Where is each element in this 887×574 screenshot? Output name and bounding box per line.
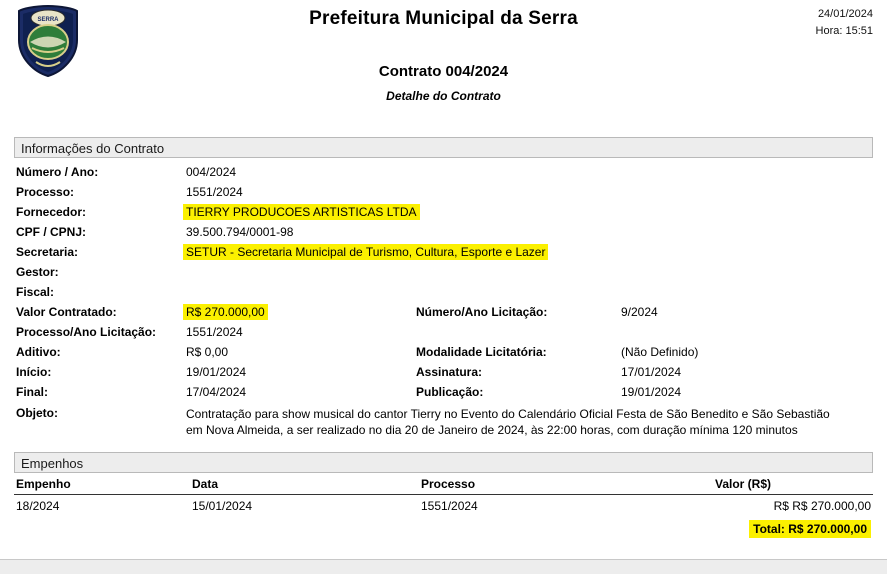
value-publicacao: 19/01/2024 [621, 385, 682, 399]
value-modalidade-licitatoria: (Não Definido) [621, 345, 699, 359]
header-time: Hora: 15:51 [815, 25, 873, 37]
table-header-row [14, 473, 873, 495]
label-numero-ano: Número / Ano: [16, 165, 99, 179]
label-inicio: Início: [16, 365, 52, 379]
label-aditivo: Aditivo: [16, 345, 61, 359]
contract-info-grid [14, 165, 873, 438]
document-header [0, 0, 887, 118]
footer-band [0, 559, 887, 574]
value-numero-ano: 004/2024 [186, 165, 237, 179]
label-modalidade-licitatoria: Modalidade Licitatória: [416, 345, 547, 359]
value-final: 17/04/2024 [186, 385, 247, 399]
value-cpf-cnpj: 39.500.794/0001-98 [186, 225, 294, 239]
value-numero-ano-licitacao: 9/2024 [621, 305, 658, 319]
value-processo-ano-licitacao: 1551/2024 [186, 325, 243, 339]
column-header-empenho: Empenho [14, 473, 190, 495]
total-value: Total: R$ 270.000,00 [749, 520, 871, 538]
table-total-row [14, 516, 873, 539]
cell-valor: R$ R$ 270.000,00 [773, 499, 871, 513]
label-processo: Processo: [16, 185, 75, 199]
column-header-data: Data [190, 473, 419, 495]
label-publicacao: Publicação: [416, 385, 484, 399]
value-secretaria: SETUR - Secretaria Municipal de Turismo, Cultura, Esporte e Lazer [183, 244, 548, 260]
value-processo: 1551/2024 [186, 185, 243, 199]
label-final: Final: [16, 385, 48, 399]
header-date: 24/01/2024 [817, 8, 873, 20]
contract-number-title: Contrato 004/2024 [378, 63, 509, 80]
label-cpf-cnpj: CPF / CPNJ: [16, 225, 87, 239]
total-cell [14, 516, 873, 539]
cell-empenho: 18/2024 [16, 499, 60, 513]
table-row [14, 495, 873, 517]
label-numero-ano-licitacao: Número/Ano Licitação: [416, 305, 548, 319]
field-row-fornecedor [14, 205, 873, 225]
empenhos-table [14, 473, 873, 539]
field-row-aditivo [14, 345, 873, 365]
field-row-processo [14, 185, 873, 205]
column-header-valor: Valor (R$) [713, 473, 873, 495]
value-inicio: 19/01/2024 [186, 365, 247, 379]
label-fornecedor: Fornecedor: [16, 205, 87, 219]
field-row-valor-contratado [14, 305, 873, 325]
cell-processo: 1551/2024 [421, 499, 478, 513]
value-valor-contratado: R$ 270.000,00 [183, 304, 268, 320]
column-header-processo: Processo [419, 473, 713, 495]
value-aditivo: R$ 0,00 [186, 345, 229, 359]
label-secretaria: Secretaria: [16, 245, 79, 259]
label-gestor: Gestor: [16, 265, 59, 279]
contract-subtitle: Detalhe do Contrato [386, 89, 501, 103]
field-row-numero-ano [14, 165, 873, 185]
field-row-fiscal [14, 285, 873, 305]
header-datetime [816, 6, 873, 40]
section-header-empenhos: Empenhos [14, 452, 873, 473]
label-assinatura: Assinatura: [416, 365, 483, 379]
field-row-objeto [14, 406, 873, 438]
value-secretaria-wrap [186, 245, 873, 259]
value-fornecedor: TIERRY PRODUCOES ARTISTICAS LTDA [183, 204, 420, 220]
label-objeto: Objeto: [16, 406, 58, 420]
field-row-inicio [14, 365, 873, 385]
label-valor-contratado: Valor Contratado: [16, 305, 117, 319]
svg-text:SERRA: SERRA [37, 17, 59, 23]
value-valor-contratado-wrap [186, 305, 416, 319]
field-row-secretaria [14, 245, 873, 265]
cell-data: 15/01/2024 [192, 499, 253, 513]
value-objeto: Contratação para show musical do cantor Tierry no Evento do Calendário Oficial Festa de São Benedito e São Sebastião em Nova Almeida, a ser realizado no dia 20 de Janeiro de 2024, às 22:00 horas, com duração mínima 120 minutos [186, 407, 830, 437]
field-row-cpf-cnpj [14, 225, 873, 245]
page-title: Prefeitura Municipal da Serra [309, 8, 578, 29]
field-row-processo-ano-licitacao [14, 325, 873, 345]
field-row-gestor [14, 265, 873, 285]
label-processo-ano-licitacao: Processo/Ano Licitação: [16, 325, 157, 339]
label-fiscal: Fiscal: [16, 285, 55, 299]
value-assinatura: 17/01/2024 [621, 365, 682, 379]
section-header-contract-info: Informações do Contrato [14, 137, 873, 158]
field-row-final [14, 385, 873, 405]
value-fornecedor-wrap [186, 205, 873, 219]
